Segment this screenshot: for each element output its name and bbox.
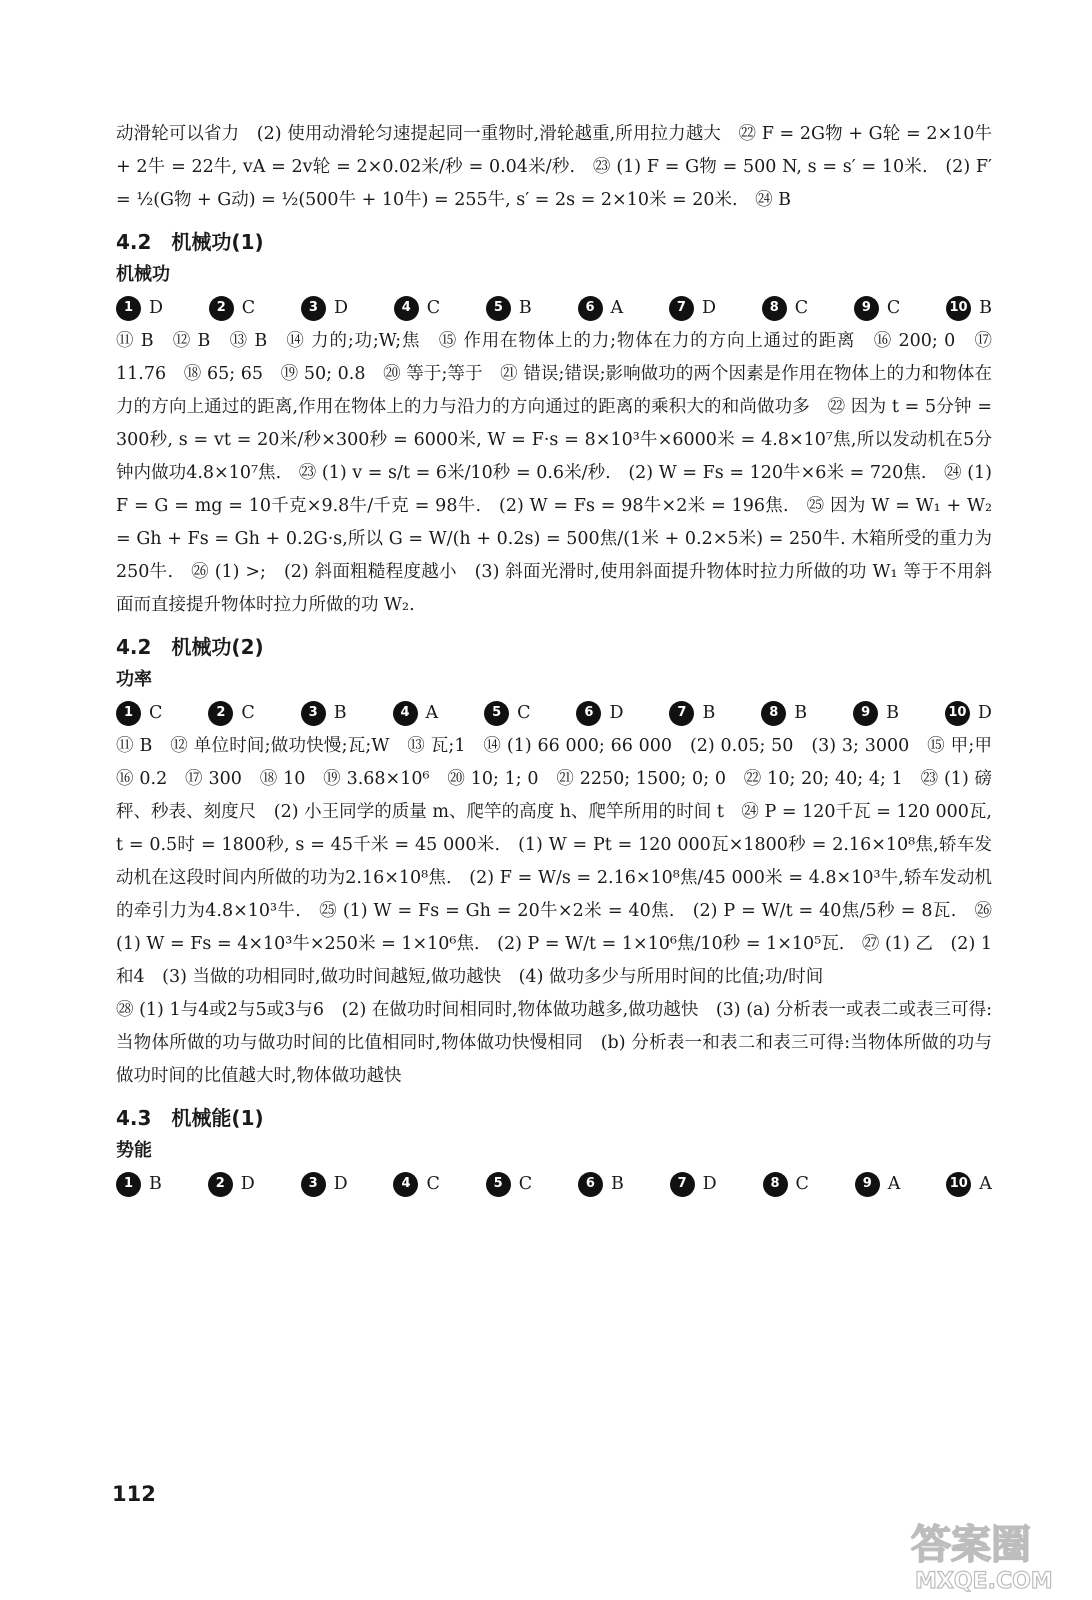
choice-answer: C — [241, 298, 256, 318]
choice-item — [855, 1167, 901, 1201]
choice-answer: C — [886, 298, 901, 318]
choice-item — [209, 291, 255, 325]
question-number-badge: 4 — [394, 296, 419, 321]
choice-item — [116, 291, 163, 325]
intro-block — [116, 118, 992, 217]
choice-item — [762, 291, 808, 325]
question-number-badge: 3 — [301, 1172, 326, 1197]
choice-item — [208, 696, 254, 730]
choice-answer: D — [333, 298, 348, 318]
choice-item — [116, 1167, 162, 1201]
question-number-badge: 8 — [762, 296, 787, 321]
answer-paragraph: ⑪ B ⑫ 单位时间;做功快慢;瓦;W ⑬ 瓦;1 ⑭ (1) 66 000; 66 000 (2) 0.05; 50 (3) 3; 3000 ⑮ 甲;甲 ⑯ 0.2 ⑰ 300 ⑱ 10 ⑲ 3.68×10⁶ ⑳ 10; 1; 0 ㉑ 2250; 1500; 0; 0 ㉒ 10; 20; 40; 4; 1 ㉓ (1) 磅秤、秒表、刻度尺 (2) 小王同学的质量 m、爬竿的高度 h、爬竿所用的时间 t ㉔ P = 120千瓦 = 120 000瓦, t = 0.5时 = 1800秒, s = 45千米 = 45 000米. (1) W = Pt = 120 000瓦×1800秒 = 2.16×10⁸焦,轿车发动机在这段时间内所做的功为2.16×10⁸焦. (2) F = W/s = 2.16×10⁸焦/45 000米 = 4.8×10³牛,轿车发动机的牵引力为4.8×10³牛. ㉕ (1) W = Fs = Gh = 20牛×2米 = 40焦. (2) P = W/t = 40焦/5秒 = 8瓦. ㉖ (1) W = Fs = 4×10³牛×250米 = 1×10⁶焦. (2) P = W/t = 1×10⁶焦/10秒 = 1×10⁵瓦. ㉗ (1) 乙 (2) 1和4 (3) 当做的功相同时,做功时间越短,做功越快 (4) 做功多少与所用时间的比值;功/时间 — [116, 736, 1010, 987]
choice-answer: C — [517, 703, 531, 723]
choice-item — [301, 696, 347, 730]
question-number-badge: 2 — [208, 1172, 233, 1197]
choice-answer: C — [518, 1174, 533, 1194]
choice-answer: C — [426, 298, 441, 318]
choice-answer: B — [149, 1174, 162, 1194]
choice-answer: C — [795, 1174, 809, 1194]
question-number-badge: 10 — [946, 296, 971, 321]
choice-answer: C — [149, 703, 163, 723]
choice-answer: D — [702, 1174, 717, 1194]
section — [116, 227, 992, 622]
question-number-badge: 4 — [393, 1172, 418, 1197]
question-number-badge: 10 — [945, 701, 970, 726]
choice-answer: D — [240, 1174, 255, 1194]
choice-answer: D — [149, 298, 164, 318]
choice-answer: B — [886, 703, 899, 723]
question-number-badge: 5 — [486, 296, 511, 321]
choice-answer: B — [518, 298, 532, 318]
choice-item — [484, 696, 530, 730]
choice-item — [578, 1167, 624, 1201]
choice-item — [945, 696, 992, 730]
question-number-badge: 7 — [670, 1172, 695, 1197]
choice-item — [853, 696, 899, 730]
section-title: 4.3 机械能(1) — [116, 1106, 264, 1130]
choice-item — [761, 696, 807, 730]
choice-item — [301, 1167, 348, 1201]
question-number-badge: 9 — [853, 701, 878, 726]
choice-item — [393, 696, 439, 730]
choice-answer: A — [887, 1174, 901, 1194]
choice-row — [116, 291, 992, 325]
choice-answer: C — [241, 703, 255, 723]
question-number-badge: 1 — [116, 701, 141, 726]
answer-paragraph: ㉘ (1) 1与4或2与5或3与6 (2) 在做功时间相同时,物体做功越多,做功越快 (3) (a) 分析表一或表二或表三可得:当物体所做的功与做功时间的比值相同时,物体做功快慢相同 (b) 分析表一和表二和表三可得:当物体所做的功与做功时间的比值越大时,物体做功越快 — [116, 1000, 992, 1086]
section-subtitle: 机械功 — [116, 264, 170, 285]
question-number-badge: 3 — [301, 296, 326, 321]
question-number-badge: 6 — [578, 296, 603, 321]
question-number-badge: 8 — [761, 701, 786, 726]
choice-item — [670, 1167, 717, 1201]
choice-answer: D — [333, 1174, 348, 1194]
choice-answer: D — [701, 298, 716, 318]
section-title: 4.2 机械功(1) — [116, 230, 264, 254]
choice-item — [486, 1167, 532, 1201]
choice-answer: B — [333, 703, 347, 723]
section — [116, 1103, 992, 1201]
choice-answer: D — [977, 703, 992, 723]
question-number-badge: 5 — [484, 701, 509, 726]
page-number: 112 — [112, 1482, 156, 1506]
choice-answer: B — [979, 298, 992, 318]
question-number-badge: 9 — [855, 1172, 880, 1197]
question-number-badge: 7 — [669, 701, 694, 726]
choice-answer: D — [609, 703, 624, 723]
choice-answer: B — [794, 703, 808, 723]
question-number-badge: 8 — [763, 1172, 788, 1197]
watermark-logo — [905, 1512, 1085, 1594]
question-number-badge: 7 — [669, 296, 694, 321]
answer-paragraph: ⑪ B ⑫ B ⑬ B ⑭ 力的;功;W;焦 ⑮ 作用在物体上的力;物体在力的方向上通过的距离 ⑯ 200; 0 ⑰ 11.76 ⑱ 65; 65 ⑲ 50; 0.8 ⑳ 等于;等于 ㉑ 错误;错误;影响做功的两个因素是作用在物体上的力和物体在力的方向上通过的距离,作用在物体上的力与沿力的方向通过的距离的乘积大的和尚做功多 ㉒ 因为 t = 5分钟 = 300秒, s = vt = 20米/秒×300秒 = 6000米, W = F·s = 8×10³牛×6000米 = 4.8×10⁷焦,所以发动机在5分钟内做功4.8×10⁷焦. ㉓ (1) v = s/t = 6米/10秒 = 0.6米/秒. (2) W = Fs = 120牛×6米 = 720焦. ㉔ (1) F = G = mg = 10千克×9.8牛/千克 = 98牛. (2) W = Fs = 98牛×2米 = 196焦. ㉕ 因为 W = W₁ + W₂ = Gh + Fs = Gh + 0.2G·s,所以 G = W/(h + 0.2s) = 500焦/(1米 + 0.2×5米) = 250牛. 木箱所受的重力为250牛. ㉖ (1) >; (2) 斜面粗糙程度越小 (3) 斜面光滑时,使用斜面提升物体时拉力所做的功 W₁ 等于不用斜面而直接提升物体时拉力所做的功 W₂. — [116, 331, 992, 615]
answer-page — [116, 118, 1010, 1201]
question-number-badge: 1 — [116, 296, 141, 321]
choice-row — [116, 1167, 992, 1201]
choice-item — [946, 291, 992, 325]
question-number-badge: 1 — [116, 1172, 141, 1197]
choice-item — [946, 1167, 992, 1201]
choice-answer: A — [425, 703, 439, 723]
choice-item — [669, 696, 715, 730]
question-number-badge: 6 — [576, 701, 601, 726]
section-subtitle: 势能 — [116, 1140, 152, 1161]
question-number-badge: 4 — [393, 701, 418, 726]
choice-item — [576, 696, 623, 730]
choice-row — [116, 696, 992, 730]
choice-item — [394, 291, 440, 325]
question-number-badge: 6 — [578, 1172, 603, 1197]
choice-answer: A — [979, 1174, 992, 1194]
answer-paragraph: 动滑轮可以省力 (2) 使用动滑轮匀速提起同一重物时,滑轮越重,所用拉力越大 ㉒ F = 2G物 + G轮 = 2×10牛 + 2牛 = 22牛, vA = 2v轮 = 2×0.02米/秒 = 0.04米/秒. ㉓ (1) F = G物 = 500 N, s = s′ = 10米. (2) F′ = ½(G物 + G动) = ½(500牛 + 10牛) = 255牛, s′ = 2s = 2×10米 = 20米. ㉔ B — [116, 124, 992, 210]
section — [116, 632, 1010, 1093]
choice-answer: B — [702, 703, 716, 723]
watermark-text: 答案圈 — [911, 1522, 1031, 1568]
choice-answer: C — [426, 1174, 440, 1194]
choice-item — [854, 291, 900, 325]
choice-item — [301, 291, 348, 325]
question-number-badge: 5 — [486, 1172, 511, 1197]
question-number-badge: 9 — [854, 296, 879, 321]
choice-item — [486, 291, 532, 325]
question-number-badge: 3 — [301, 701, 326, 726]
choice-answer: C — [794, 298, 809, 318]
sections-container — [116, 227, 1010, 1201]
question-number-badge: 2 — [208, 701, 233, 726]
choice-answer: A — [610, 298, 624, 318]
choice-item — [578, 291, 624, 325]
choice-item — [208, 1167, 255, 1201]
section-subtitle: 功率 — [116, 669, 152, 690]
question-number-badge: 10 — [946, 1172, 971, 1197]
choice-item — [669, 291, 716, 325]
choice-item — [763, 1167, 809, 1201]
choice-item — [116, 696, 162, 730]
question-number-badge: 2 — [209, 296, 234, 321]
watermark-url: MXQE.COM — [915, 1569, 1053, 1594]
choice-answer: B — [610, 1174, 624, 1194]
choice-item — [393, 1167, 439, 1201]
section-title: 4.2 机械功(2) — [116, 635, 264, 659]
